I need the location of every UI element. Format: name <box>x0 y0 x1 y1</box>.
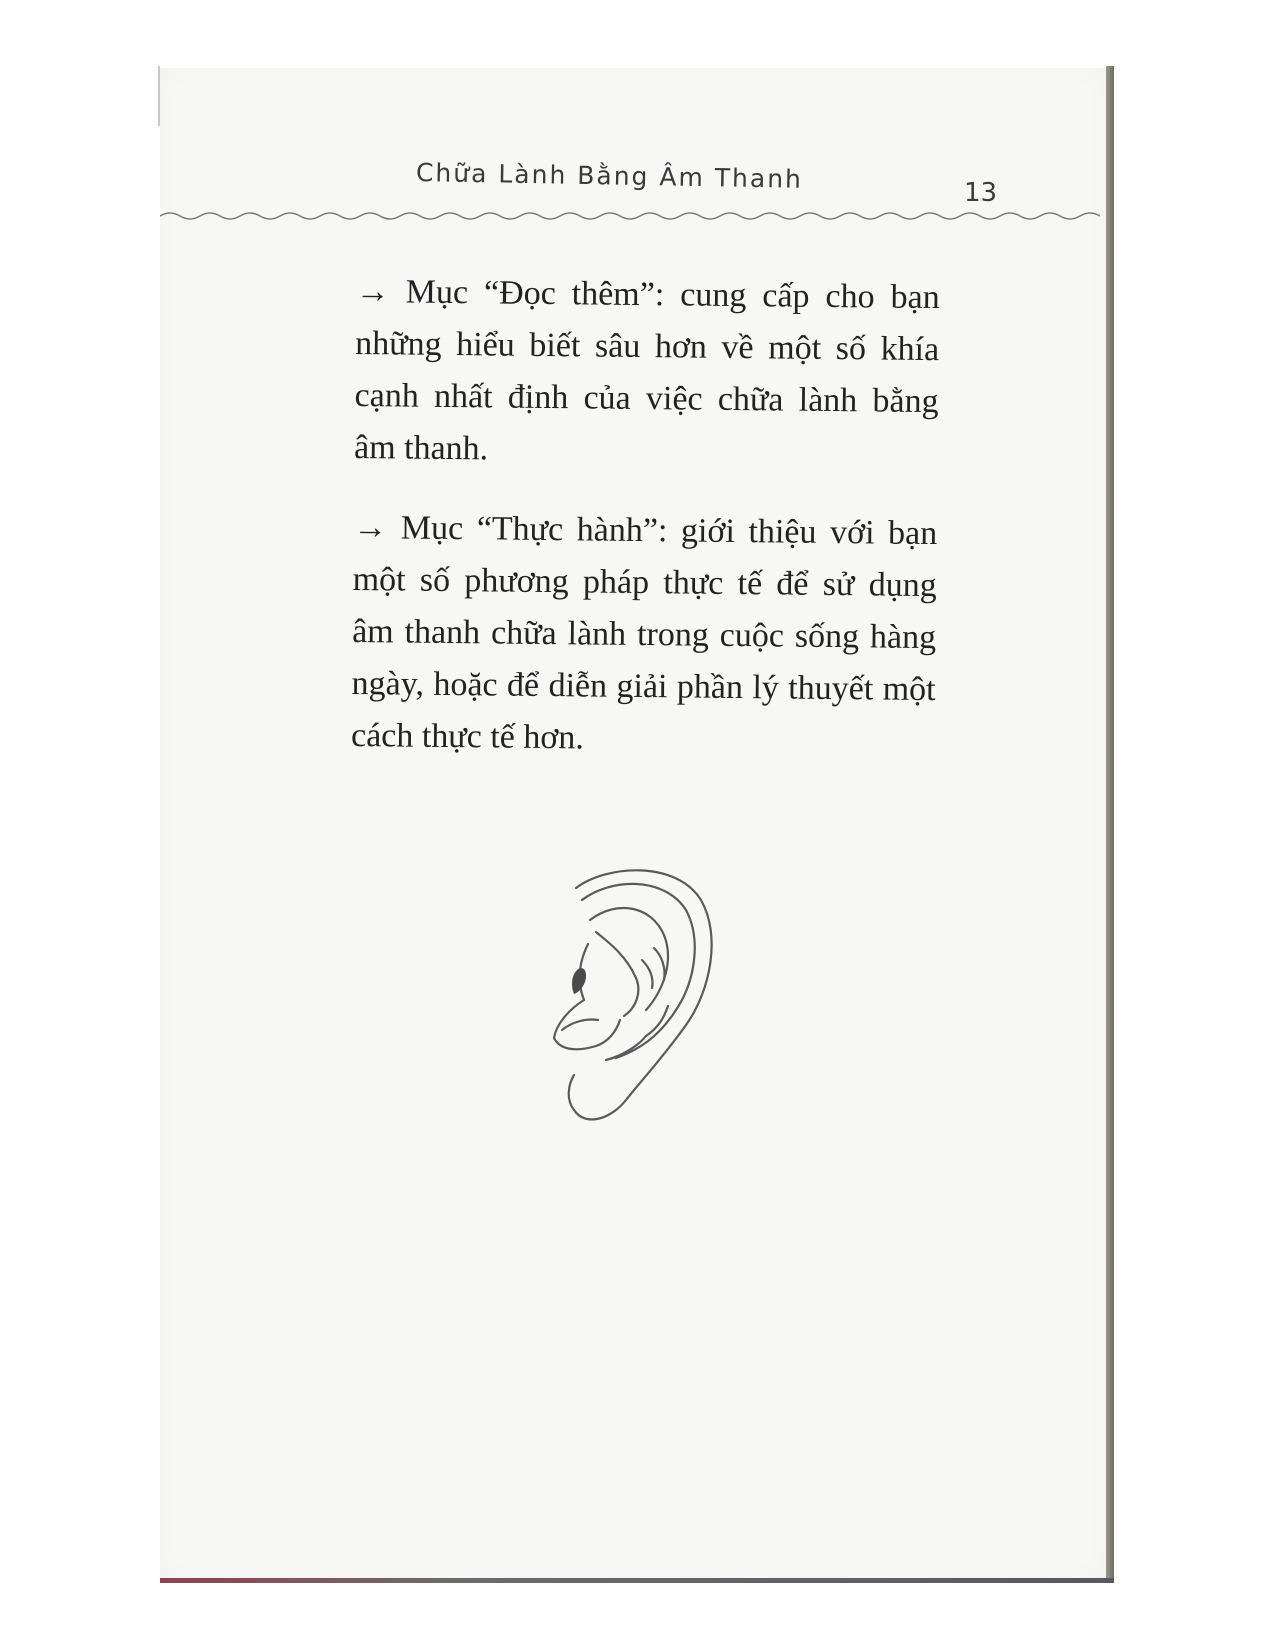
paragraph-thuc-hanh: → Mục “Thực hành”: giới thiệu với bạn một số phương pháp thực tế để sử dụng âm thanh chữa lành trong cuộc sống hàng ngày, hoặc để diễn giải phần lý thuyết một cách thực tế hơn. <box>350 508 938 757</box>
wavy-header-rule <box>160 200 1100 230</box>
page-edge-left <box>158 66 160 126</box>
body-text <box>351 266 940 796</box>
ear-icon <box>546 860 746 1140</box>
page-edge-bottom <box>160 1578 1114 1583</box>
running-header: Chữa Lành Bằng Âm Thanh <box>415 158 804 194</box>
paragraph-doc-them: → Mục “Đọc thêm”: cung cấp cho bạn những hiểu biết sâu hơn về một số khía cạnh nhất định của việc chữa lành bằng âm thanh. <box>353 272 940 468</box>
page-edge-right <box>1106 66 1114 1582</box>
page-number: 13 <box>964 178 998 208</box>
